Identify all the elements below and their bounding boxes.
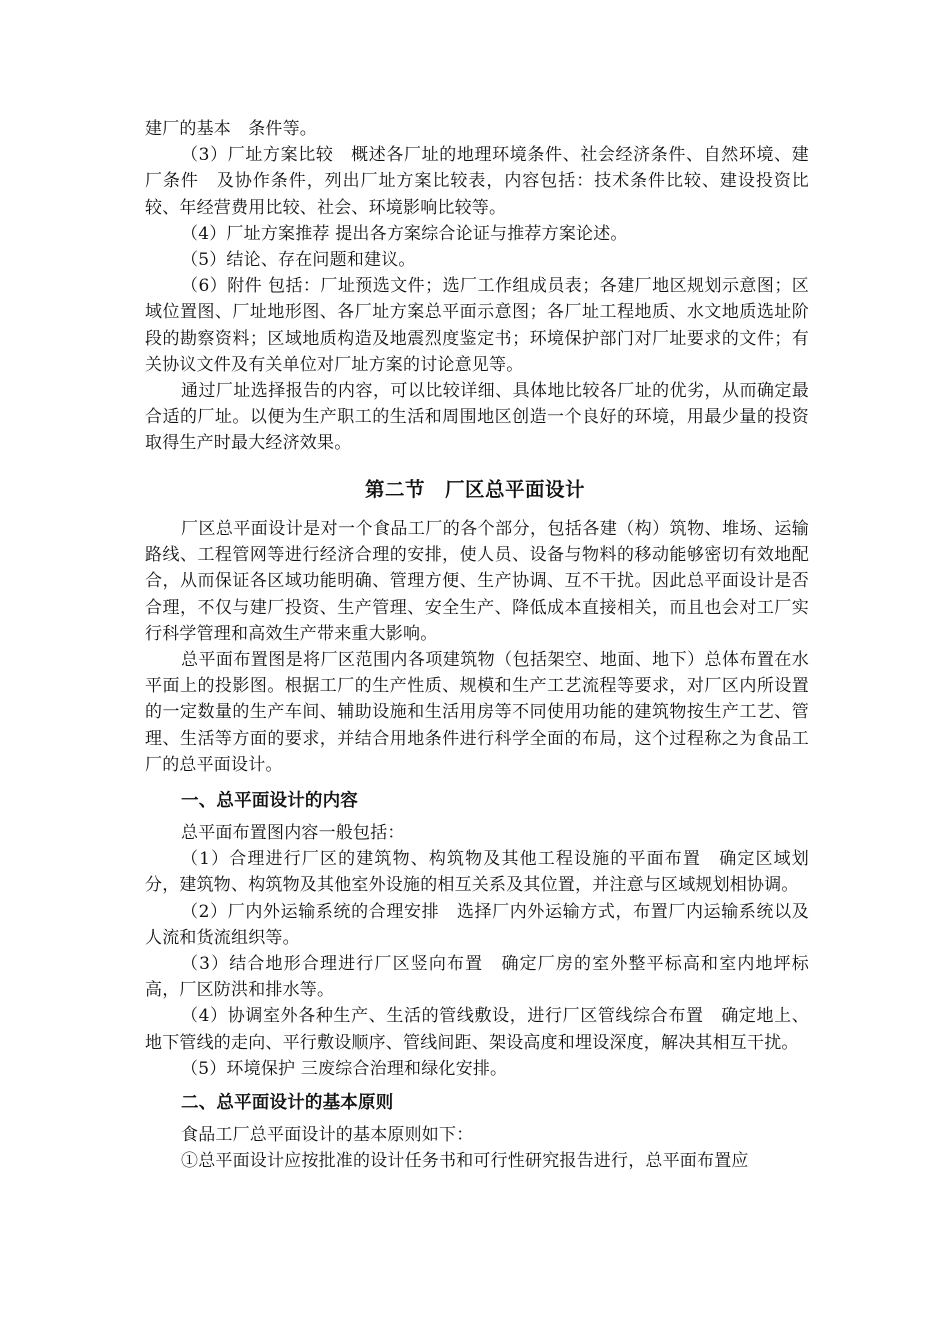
paragraph-site-conditions-end: 建厂的基本 条件等。 (145, 119, 317, 139)
list-item-vertical-layout: （3）结合地形合理进行厂区竖向布置 确定厂房的室外整平标高和室内地坪标高，厂区防洪和排水等。 (145, 954, 809, 1001)
layout-design-text (145, 516, 809, 1174)
paragraph-conclusion: （5）结论、存在问题和建议。 (181, 250, 416, 271)
paragraph-site-recommendation: （4）厂址方案推荐 提出各方案综合论证与推荐方案论述。 (181, 223, 628, 244)
subsection-heading-content: 一、总平面设计的内容 (181, 791, 358, 812)
paragraph-principles-lead: 食品工厂总平面设计的基本原则如下： (181, 1125, 474, 1146)
paragraph-site-comparison: （3）厂址方案比较 概述各厂址的地理环境条件、社会经济条件、自然环境、建厂条件 及协作条件，列出厂址方案比较表，内容包括：技术条件比较、建设投资比较、年经营费用比较、社会、环境影响比较等。 (145, 145, 809, 218)
subsection-heading-principles: 二、总平面设计的基本原则 (181, 1093, 394, 1114)
list-item-environment: （5）环境保护 三废综合治理和绿化安排。 (181, 1058, 508, 1079)
paragraph-report-summary: 通过厂址选择报告的内容，可以比较详细、具体地比较各厂址的优劣，从而确定最合适的厂址。以便为生产职工的生活和周围地区创造一个良好的环境，用最少量的投资取得生产时最大经济效果。 (145, 381, 809, 454)
section-title: 第二节 厂区总平面设计 (364, 478, 585, 501)
paragraph-layout-intro: 厂区总平面设计是对一个食品工厂的各个部分，包括各建（构）筑物、堆场、运输路线、工程管网等进行经济合理的安排，使人员、设备与物料的移动能够密切有效地配合，从而保证各区域功能明确、管理方便、生产协调、互不干扰。因此总平面设计是否合理，不仅与建厂投资、生产管理、安全生产、降低成本直接相关，而且也会对工厂实行科学管理和高效生产带来重大影响。 (145, 519, 809, 644)
list-item-principle-1: ①总平面设计应按批准的设计任务书和可行性研究报告进行，总平面布置应 (181, 1151, 749, 1172)
paragraph-layout-definition: 总平面布置图是将厂区范围内各项建筑物（包括架空、地面、地下）总体布置在水平面上的投影图。根据工厂的生产性质、规模和生产工艺流程等要求，对厂区内所设置的一定数量的生产车间、辅助设施和生活用房等不同使用功能的建筑物按生产工艺、管理、生活等方面的要求，并结合用地条件进行科学全面的布局，这个过程称之为食品工厂的总平面设计。 (145, 650, 809, 775)
list-item-building-layout: （1）合理进行厂区的建筑物、构筑物及其他工程设施的平面布置 确定区域划分，建筑物、构筑物及其他室外设施的相互关系及其位置，并注意与区域规划相协调。 (145, 849, 809, 896)
list-item-pipeline-layout: （4）协调室外各种生产、生活的管线敷设，进行厂区管线综合布置 确定地上、地下管线的走向、平行敷设顺序、管线间距、架设高度和埋设深度，解决其相互干扰。 (145, 1006, 809, 1053)
list-item-transport-system: （2）厂内外运输系统的合理安排 选择厂内外运输方式，布置厂内运输系统以及人流和货流组织等。 (145, 901, 809, 948)
paragraph-content-lead: 总平面布置图内容一般包括： (181, 823, 405, 844)
paragraph-attachments: （6）附件 包括：厂址预选文件；选厂工作组成员表；各建厂地区规划示意图；区域位置图、厂址地形图、各厂址方案总平面示意图；各厂址工程地质、水文地质选址阶段的勘察资料；区域地质构造及地震烈度鉴定书；环境保护部门对厂址要求的文件；有关协议文件及有关单位对厂址方案的讨论意见等。 (145, 276, 809, 375)
site-selection-report-text (145, 116, 809, 457)
